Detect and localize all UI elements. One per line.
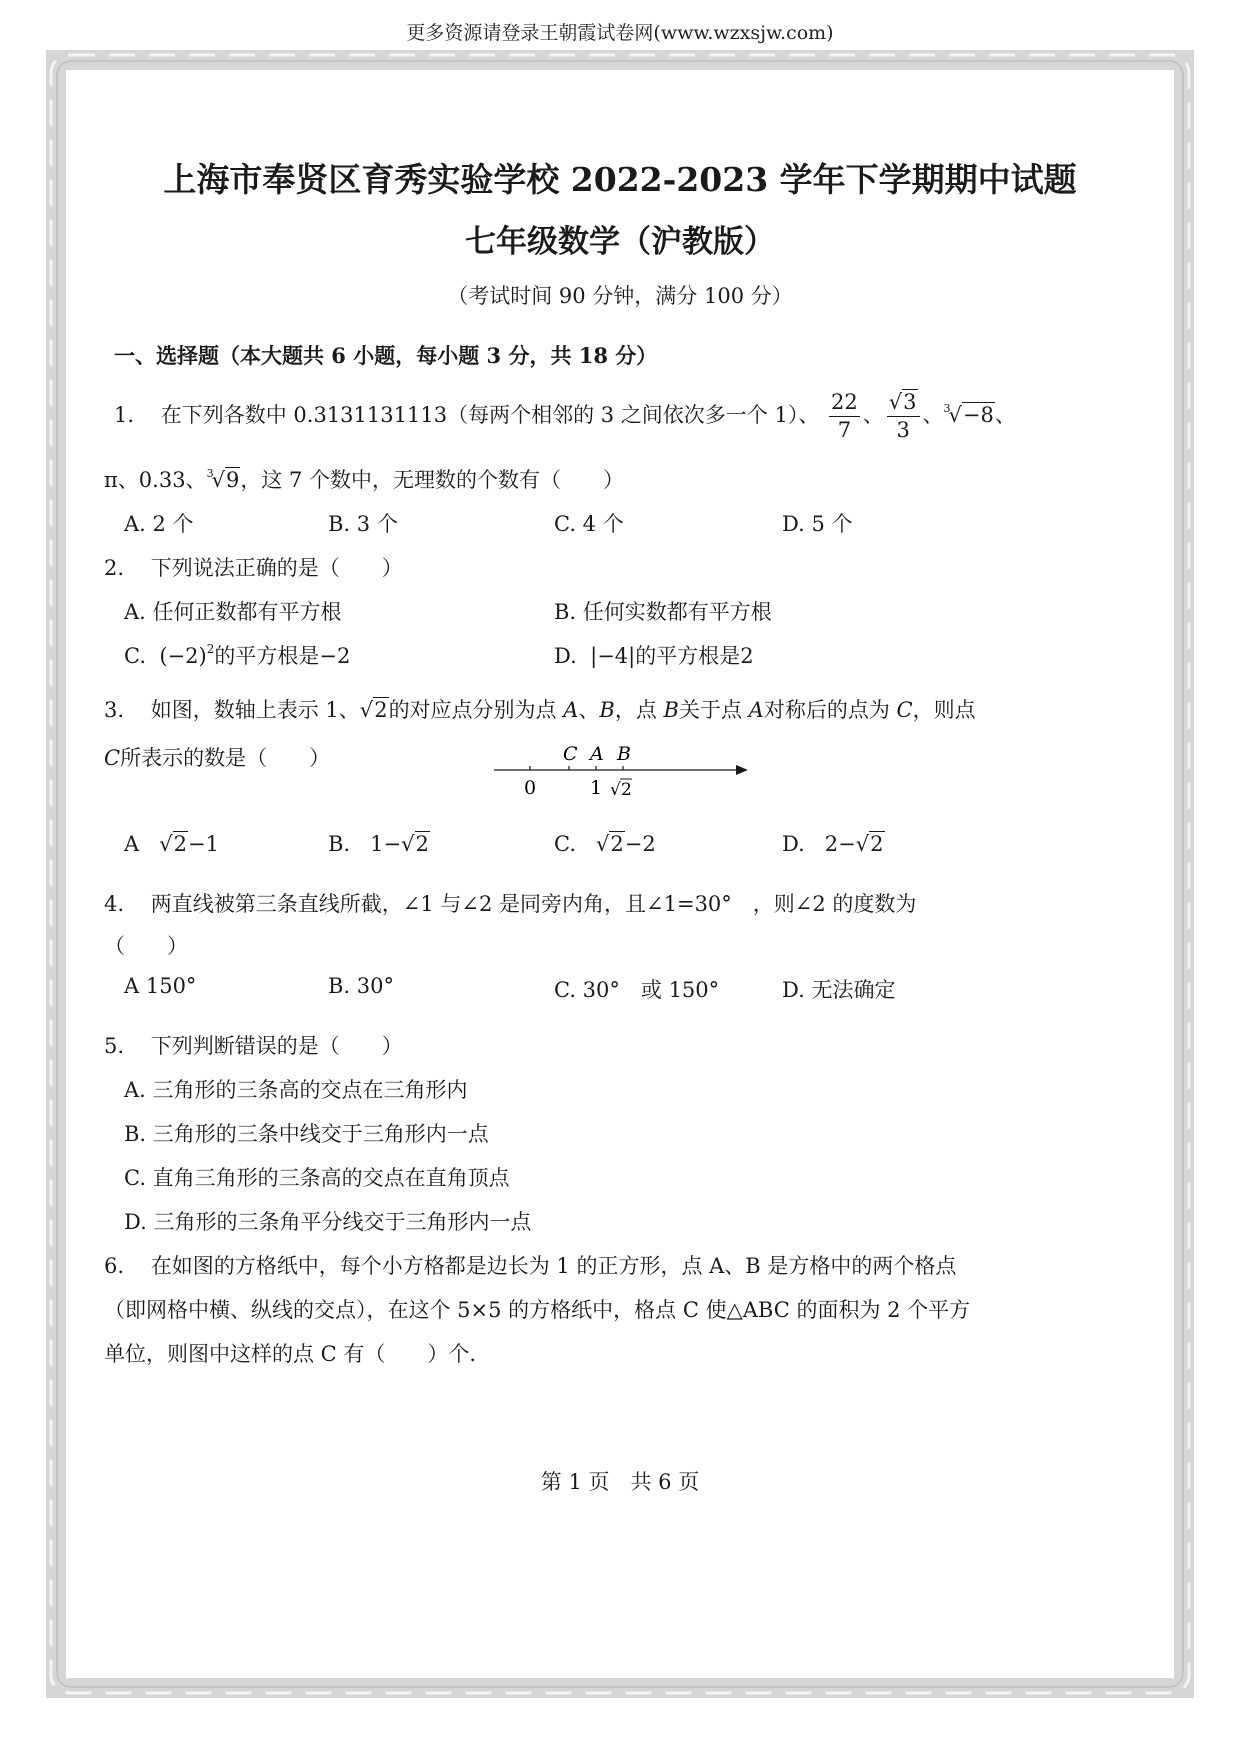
- q2-number: 2.: [104, 556, 125, 580]
- q3-number: 3.: [104, 698, 125, 722]
- q2-stem: 下列说法正确的是（ ）: [150, 556, 403, 580]
- point-b-label: B: [617, 743, 631, 765]
- q3-option-a: A √2−1: [124, 832, 219, 856]
- q1-fraction-sqrt3-3: $\frac{√3}{3}$: [887, 392, 920, 441]
- q5-option-a: A. 三角形的三条高的交点在三角形内: [124, 1078, 468, 1102]
- number-line-figure: [490, 738, 760, 808]
- page-number: 第 1 页 共 6 页: [540, 1470, 700, 1494]
- q1-number: 1.: [114, 403, 135, 427]
- exam-time-info: （考试时间 90 分钟，满分 100 分）: [447, 284, 793, 308]
- q5-stem-line: [104, 1030, 403, 1060]
- q1-line1: 1. 在下列各数中 0.3131131113（每两个相邻的 3 之间依次多一个 1）、 $\frac{22}{7}$ 、 $\frac{√3}{3}$ 、$^3$√−8、: [114, 390, 1016, 442]
- q5-option-d: D. 三角形的三条角平分线交于三角形内一点: [124, 1210, 532, 1234]
- q1-stem: 在下列各数中 0.3131131113（每两个相邻的 3 之间依次多一个 1）、: [160, 403, 820, 427]
- q3-line2: C所表示的数是（ ）: [104, 746, 331, 770]
- q4-line2: （ ）: [104, 934, 188, 958]
- q2-option-c: C. $(-2)^2$的平方根是−2: [124, 642, 351, 668]
- point-c-label: C: [563, 743, 578, 765]
- tick-label-one: 1: [590, 777, 603, 799]
- q6-line3: 单位，则图中这样的点 C 有（ ）个.: [104, 1342, 477, 1366]
- tick-label-zero: 0: [524, 777, 537, 799]
- q3-option-b: B. 1−√2: [328, 832, 429, 856]
- q6-line2: （即网格中横、纵线的交点），在这个 5×5 的方格纸中，格点 C 使△ABC 的面积为 2 个平方: [104, 1298, 971, 1322]
- tick-label-sqrt-sign: √: [610, 780, 621, 800]
- exam-title: 上海市奉贤区育秀实验学校 2022-2023 学年下学期期中试题: [163, 160, 1077, 199]
- q1-cube-root-neg8: $^3$√−8: [943, 402, 994, 427]
- q2-stem-line: [104, 552, 403, 582]
- q3-option-c: C. √2−2: [554, 832, 656, 856]
- q4-option-a: A 150°: [124, 974, 197, 998]
- q6-number: 6.: [104, 1254, 125, 1278]
- section-heading-choice: 一、选择题（本大题共 6 小题，每小题 3 分，共 18 分）: [114, 343, 658, 368]
- q3-option-d: D. 2−√2: [782, 832, 884, 856]
- q1-option-c: C. 4 个: [554, 512, 624, 536]
- q4-option-d: D. 无法确定: [782, 978, 896, 1002]
- q2-option-b: B. 任何实数都有平方根: [554, 600, 772, 624]
- tick-label-root: 2: [621, 780, 632, 800]
- q4-number: 4.: [104, 892, 125, 916]
- q1-option-a: A. 2 个: [124, 512, 194, 536]
- site-header: 更多资源请登录王朝霞试卷网(www.wzxsjw.com): [406, 22, 834, 44]
- q1-option-d: D. 5 个: [782, 512, 853, 536]
- q4-stem: 两直线被第三条直线所截，∠1 与∠2 是同旁内角，且∠1=30° ，则∠2 的度数为: [150, 892, 917, 916]
- q5-stem: 下列判断错误的是（ ）: [150, 1034, 403, 1058]
- q1-cube-root-9: $^3$√9: [206, 467, 240, 492]
- q1-line2: π、0.33、$^3$√9，这 7 个数中，无理数的个数有（ ）: [104, 467, 625, 492]
- q5-option-c: C. 直角三角形的三条高的交点在直角顶点: [124, 1166, 510, 1190]
- axis-arrow: [736, 765, 748, 775]
- q6-line1: 6. 在如图的方格纸中，每个小方格都是边长为 1 的正方形，点 A、B 是方格中的两个格点: [104, 1254, 957, 1278]
- q2-option-a: A. 任何正数都有平方根: [124, 600, 342, 624]
- q2-option-d: D. |−4|的平方根是2: [554, 644, 754, 668]
- q4-line1: [104, 888, 916, 918]
- exam-subject-title: 七年级数学（沪教版）: [465, 224, 775, 260]
- point-a-label: A: [590, 743, 604, 765]
- exam-paper: [66, 70, 1174, 1678]
- q4-option-b: B. 30°: [328, 974, 395, 998]
- q3-sqrt2: √2: [359, 698, 388, 722]
- q5-number: 5.: [104, 1034, 125, 1058]
- q1-fraction-22-7: $\frac{22}{7}$: [831, 390, 858, 442]
- q4-option-c: C. 30° 或 150°: [554, 978, 720, 1002]
- q1-option-b: B. 3 个: [328, 512, 398, 536]
- q3-line1: 3. 如图，数轴上表示 1、√2的对应点分别为点 A、B，点 B关于点 A对称后的点为 C，则点: [104, 698, 976, 722]
- q5-option-b: B. 三角形的三条中线交于三角形内一点: [124, 1122, 489, 1146]
